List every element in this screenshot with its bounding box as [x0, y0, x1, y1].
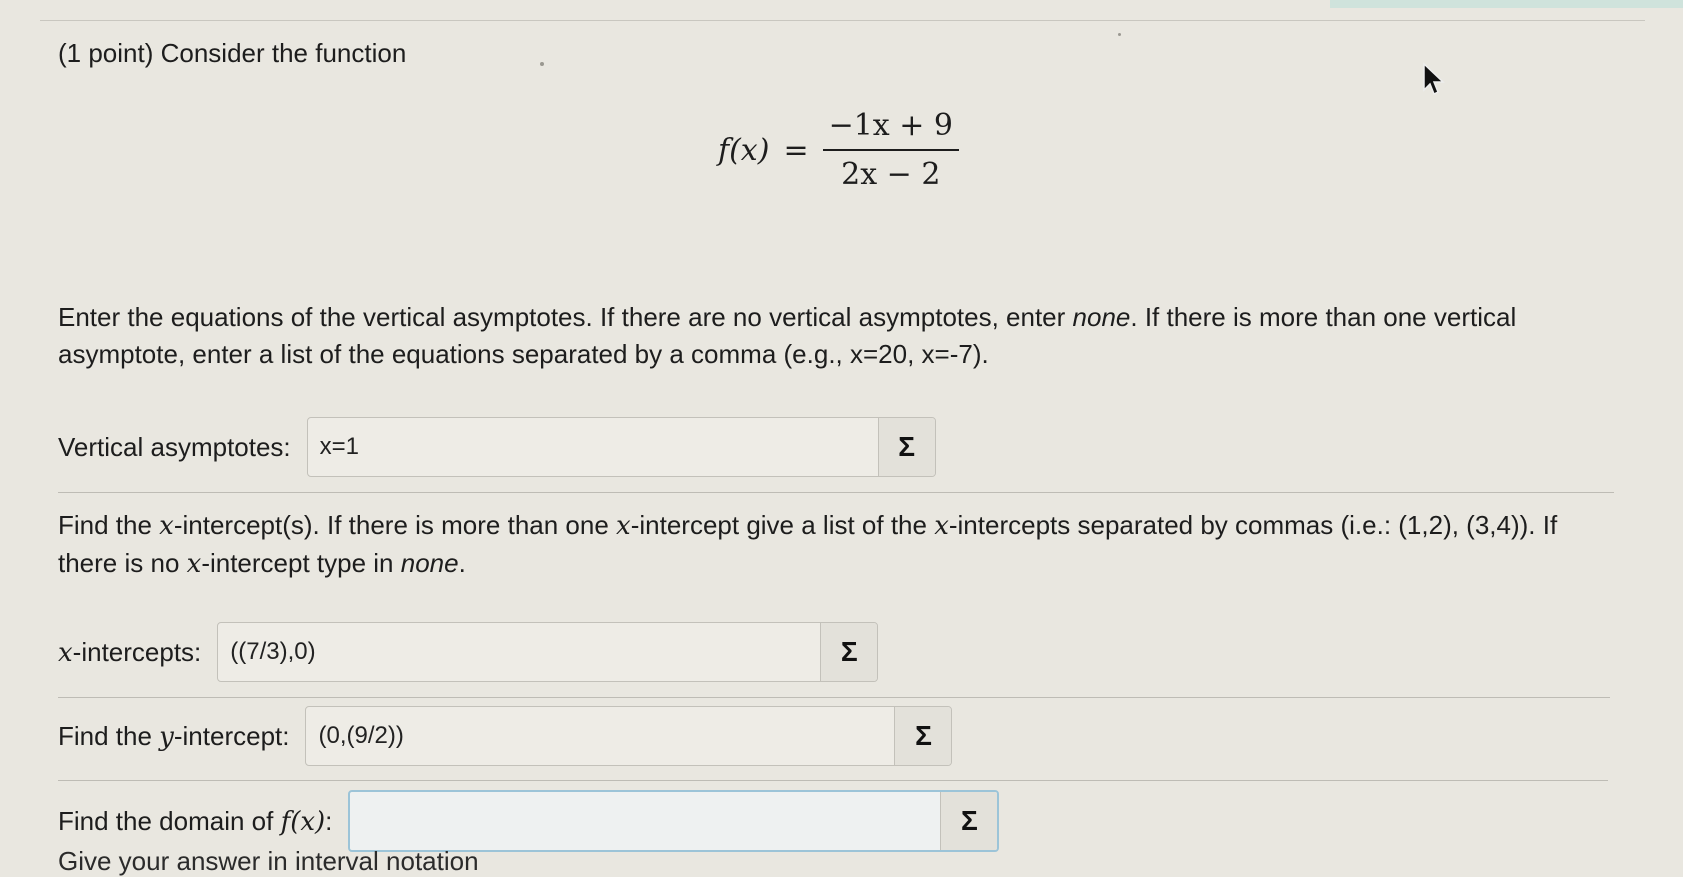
x-intercepts-row [58, 622, 878, 682]
vertical-asymptotes-label: Vertical asymptotes: [58, 431, 291, 462]
vertical-asymptotes-input[interactable] [308, 418, 878, 476]
stray-mark [540, 62, 544, 66]
formula-equals: = [783, 132, 809, 168]
math-variable-y: y [159, 721, 174, 752]
instruction-text: . If there is more than one vertical asymptote, enter a list of the equations separated by a comma (e.g., x=20, x=-7). [58, 302, 1517, 369]
instruction-text: Find the [58, 510, 160, 540]
x-intercepts-answer-box [217, 622, 878, 682]
math-variable-x: x [186, 549, 202, 579]
vertical-asymptotes-answer-box [307, 417, 936, 477]
x-intercepts-input[interactable] [218, 623, 820, 681]
sigma-equation-editor-button[interactable]: Σ [820, 623, 877, 681]
vertical-asymptotes-instructions [58, 299, 1618, 373]
math-variable-x: x [616, 511, 631, 541]
x-intercepts-instructions [58, 507, 1618, 583]
section-divider [58, 492, 1614, 493]
instruction-text: -intercept(s). If there is more than one [173, 510, 617, 540]
formula-fraction [823, 108, 959, 192]
formula-numerator: −1x + 9 [823, 108, 959, 151]
x-intercepts-label [58, 637, 201, 668]
sigma-equation-editor-button[interactable]: Σ [940, 792, 997, 850]
vertical-asymptotes-row [58, 417, 936, 477]
math-variable-x: x [58, 637, 73, 668]
label-text: : [325, 805, 333, 836]
sigma-equation-editor-button[interactable]: Σ [878, 418, 935, 476]
formula-lhs: f(x) [718, 132, 770, 168]
math-function-f: f(x) [280, 806, 326, 837]
instruction-emphasis: none [1072, 302, 1131, 332]
instruction-emphasis: none [400, 548, 459, 578]
instruction-text: -intercept give a list of the [630, 510, 935, 540]
label-text: -intercepts: [72, 636, 202, 667]
domain-input[interactable] [350, 792, 940, 850]
instruction-text: -intercepts separated by commas (i.e.: (1,2), (3,4)). If there is no [58, 510, 1558, 578]
y-intercept-label [58, 721, 289, 752]
function-formula [718, 108, 959, 192]
section-divider [58, 697, 1610, 698]
label-text: Find the domain of [58, 805, 281, 836]
domain-answer-box [348, 790, 999, 852]
y-intercept-answer-box [305, 706, 952, 766]
top-accent-strip [1330, 0, 1683, 8]
instruction-text: -intercept type in [201, 548, 401, 578]
sigma-equation-editor-button[interactable]: Σ [894, 707, 951, 765]
mouse-pointer-icon [1421, 62, 1447, 96]
math-variable-x: x [934, 511, 949, 541]
formula-denominator: 2x − 2 [841, 157, 941, 192]
section-divider [58, 780, 1608, 781]
label-text: -intercept: [173, 720, 290, 751]
y-intercept-input[interactable] [306, 707, 894, 765]
y-intercept-row [58, 706, 952, 766]
instruction-text: Enter the equations of the vertical asymptotes. If there are no vertical asymptotes, enter [58, 302, 1073, 332]
label-text: Find the [58, 720, 160, 751]
instruction-text: . [458, 548, 466, 578]
stray-mark [1118, 33, 1121, 36]
domain-row [58, 790, 999, 852]
math-variable-x: x [159, 511, 174, 541]
top-divider [40, 20, 1645, 21]
problem-intro: (1 point) Consider the function [58, 38, 407, 68]
domain-hint: Give your answer in interval notation [58, 846, 479, 876]
domain-label [58, 806, 332, 837]
